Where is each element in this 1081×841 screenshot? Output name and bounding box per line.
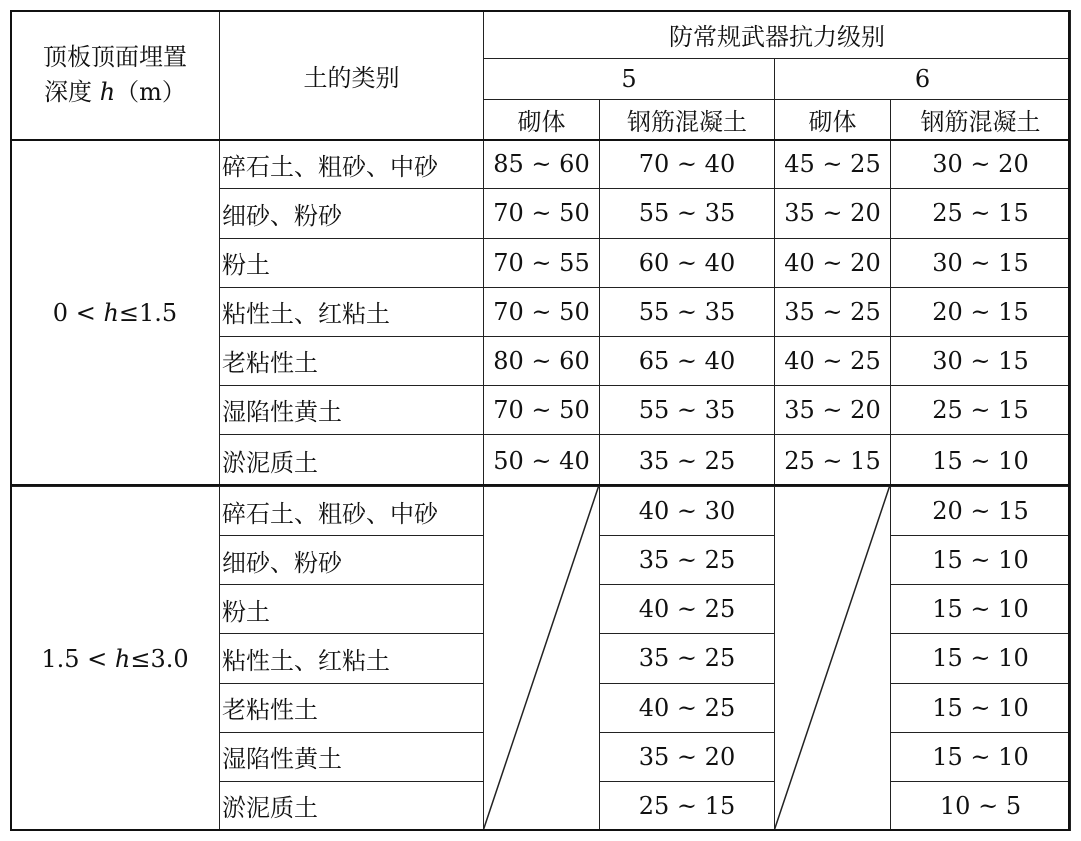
- depth-group-2-prefix: 1.5 <: [41, 644, 115, 673]
- level-5-header: 5: [484, 59, 775, 100]
- value-cell: 70 ~ 50: [484, 385, 600, 434]
- level-6-masonry-header: 砌体: [775, 100, 891, 140]
- level-6-header: 6: [775, 59, 1071, 100]
- value-cell: 55 ~ 35: [600, 385, 775, 434]
- value-cell: 70 ~ 50: [484, 287, 600, 336]
- value-cell: 35 ~ 25: [600, 434, 775, 486]
- value-cell: 55 ~ 35: [600, 287, 775, 336]
- soil-cell: 粘性土、红粘土: [220, 634, 484, 683]
- depth-header-variable: h: [99, 78, 116, 107]
- value-cell: 40 ~ 25: [600, 683, 775, 732]
- table-container: [10, 10, 1070, 831]
- value-cell: 50 ~ 40: [484, 434, 600, 486]
- value-cell: 20 ~ 15: [891, 487, 1071, 536]
- value-cell: 30 ~ 15: [891, 238, 1071, 287]
- depth-group-2-suffix: ≤3.0: [130, 644, 189, 673]
- soil-cell: 碎石土、粗砂、中砂: [220, 140, 484, 189]
- value-cell: 35 ~ 25: [775, 287, 891, 336]
- value-cell: 35 ~ 20: [775, 189, 891, 238]
- depth-header-cell: [11, 11, 220, 140]
- depth-group-1-cell: [11, 140, 220, 487]
- soil-cell: 粉土: [220, 585, 484, 634]
- value-cell: 15 ~ 10: [891, 434, 1071, 486]
- depth-header-line1: 顶板顶面埋置: [43, 43, 187, 72]
- value-cell: 15 ~ 10: [891, 536, 1071, 585]
- soil-cell: 淤泥质土: [220, 781, 484, 830]
- soil-cell: 湿陷性黄土: [220, 732, 484, 781]
- value-cell: 30 ~ 20: [891, 140, 1071, 189]
- value-cell: 15 ~ 10: [891, 585, 1071, 634]
- value-cell: 25 ~ 15: [600, 781, 775, 830]
- soil-cell: 老粘性土: [220, 683, 484, 732]
- value-cell: 85 ~ 60: [484, 140, 600, 189]
- level-5-masonry-header: 砌体: [484, 100, 600, 140]
- value-cell: 15 ~ 10: [891, 634, 1071, 683]
- depth-group-1-variable: h: [103, 299, 119, 328]
- value-cell: 15 ~ 10: [891, 683, 1071, 732]
- value-cell: 25 ~ 15: [775, 434, 891, 486]
- depth-group-2-variable: h: [114, 644, 131, 673]
- value-cell: 55 ~ 35: [600, 189, 775, 238]
- soil-cell: 细砂、粉砂: [220, 189, 484, 238]
- value-cell: 25 ~ 15: [891, 385, 1071, 434]
- value-cell: 65 ~ 40: [600, 336, 775, 385]
- value-cell: 30 ~ 15: [891, 336, 1071, 385]
- soil-cell: 碎石土、粗砂、中砂: [220, 487, 484, 536]
- value-cell: 70 ~ 50: [484, 189, 600, 238]
- value-cell: 15 ~ 10: [891, 732, 1071, 781]
- table-row: [11, 140, 1071, 189]
- table-row: [11, 487, 1071, 536]
- value-cell: 35 ~ 25: [600, 536, 775, 585]
- depth-group-1-prefix: 0 <: [52, 299, 104, 328]
- level-5-concrete-header: 钢筋混凝土: [600, 100, 775, 140]
- soil-cell: 粘性土、红粘土: [220, 287, 484, 336]
- depth-group-2-cell: [11, 487, 220, 831]
- value-cell: 10 ~ 5: [891, 781, 1071, 830]
- soil-cell: 老粘性土: [220, 336, 484, 385]
- level-6-concrete-header: 钢筋混凝土: [891, 100, 1071, 140]
- value-cell: 70 ~ 55: [484, 238, 600, 287]
- soil-cell: 细砂、粉砂: [220, 536, 484, 585]
- depth-header-unit: （m）: [115, 78, 186, 107]
- value-cell: 70 ~ 40: [600, 140, 775, 189]
- value-cell: 40 ~ 25: [775, 336, 891, 385]
- depth-group-1-suffix: ≤1.5: [118, 299, 178, 328]
- value-cell: 25 ~ 15: [891, 189, 1071, 238]
- soil-type-header: 土的类别: [220, 11, 484, 140]
- value-cell: 35 ~ 25: [600, 634, 775, 683]
- value-cell: 35 ~ 20: [775, 385, 891, 434]
- level-6-masonry-na-cell: [775, 487, 891, 831]
- resistance-level-header: 防常规武器抗力级别: [484, 11, 1071, 59]
- depth-header-prefix: 深度: [44, 78, 100, 107]
- value-cell: 60 ~ 40: [600, 238, 775, 287]
- value-cell: 45 ~ 25: [775, 140, 891, 189]
- soil-cell: 淤泥质土: [220, 434, 484, 486]
- value-cell: 20 ~ 15: [891, 287, 1071, 336]
- soil-resistance-table: [10, 10, 1071, 831]
- value-cell: 40 ~ 25: [600, 585, 775, 634]
- soil-cell: 湿陷性黄土: [220, 385, 484, 434]
- value-cell: 40 ~ 30: [600, 487, 775, 536]
- level-5-masonry-na-cell: [484, 487, 600, 831]
- value-cell: 40 ~ 20: [775, 238, 891, 287]
- value-cell: 35 ~ 20: [600, 732, 775, 781]
- soil-cell: 粉土: [220, 238, 484, 287]
- value-cell: 80 ~ 60: [484, 336, 600, 385]
